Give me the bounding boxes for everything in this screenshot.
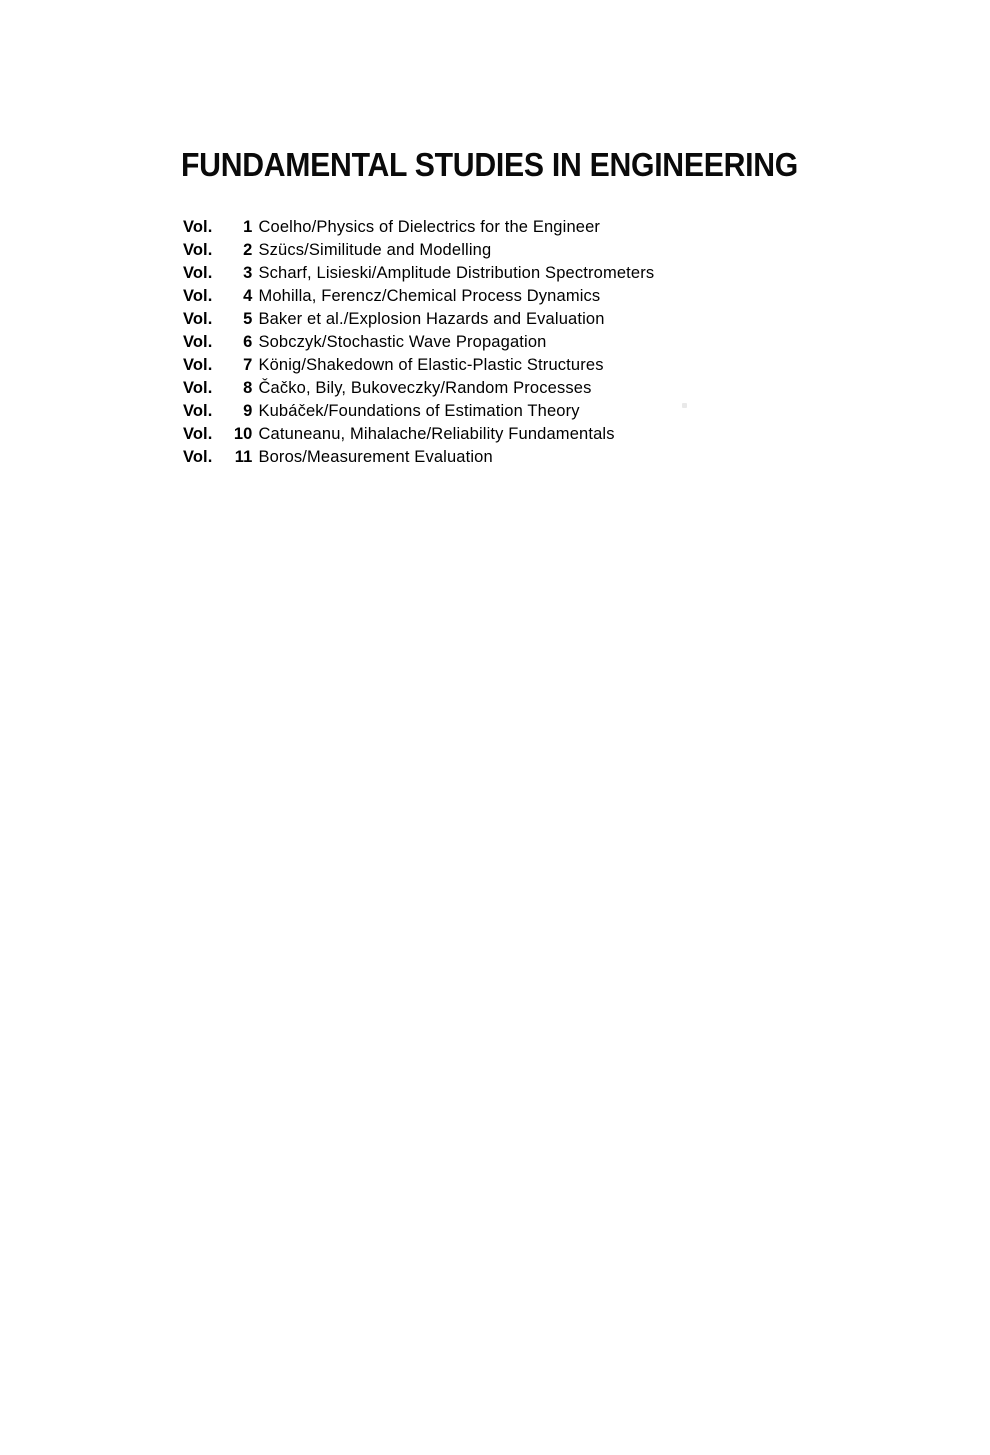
volume-label: Vol. <box>183 333 213 351</box>
volume-label: Vol. <box>183 241 213 259</box>
volume-label: Vol. <box>183 379 213 397</box>
volume-title: Sobczyk/Stochastic Wave Propagation <box>258 333 547 351</box>
volume-label: Vol. <box>183 356 213 374</box>
volume-label: Vol. <box>183 264 213 282</box>
volume-number: 1 <box>243 218 253 236</box>
volume-list-item <box>183 354 803 377</box>
volume-number: 10 <box>233 425 253 443</box>
volume-title: König/Shakedown of Elastic-Plastic Structures <box>258 356 604 374</box>
volume-title: Scharf, Lisieski/Amplitude Distribution Spectrometers <box>258 264 655 282</box>
volume-list-item <box>183 262 803 285</box>
volume-title: Coelho/Physics of Dielectrics for the Engineer <box>258 218 601 236</box>
volume-list-item <box>183 446 803 469</box>
volume-list-item <box>183 239 803 262</box>
volume-label: Vol. <box>183 287 213 305</box>
volume-title: Catuneanu, Mihalache/Reliability Fundamentals <box>258 425 615 443</box>
volume-title: Szücs/Similitude and Modelling <box>258 241 492 259</box>
series-title: FUNDAMENTAL STUDIES IN ENGINEERING <box>181 146 798 183</box>
volume-list-item <box>183 216 803 239</box>
volume-number: 4 <box>243 287 253 305</box>
volume-number: 7 <box>243 356 253 374</box>
volume-number: 11 <box>234 448 253 466</box>
volume-label: Vol. <box>183 402 213 420</box>
volume-list-item <box>183 285 803 308</box>
volume-label: Vol. <box>183 448 213 466</box>
scan-artifact-speck <box>682 403 687 408</box>
volume-list-item <box>183 377 803 400</box>
volume-title: Čačko, Bily, Bukoveczky/Random Processes <box>258 379 592 397</box>
volume-number: 8 <box>243 379 253 397</box>
volume-list-item <box>183 331 803 354</box>
volume-number: 3 <box>243 264 253 282</box>
volume-label: Vol. <box>183 218 213 236</box>
volume-list-item <box>183 400 803 423</box>
volume-title: Boros/Measurement Evaluation <box>258 448 493 466</box>
volume-number: 9 <box>243 402 253 420</box>
volume-title: Kubáček/Foundations of Estimation Theory <box>258 402 580 420</box>
volume-label: Vol. <box>183 425 213 443</box>
volume-number: 5 <box>243 310 253 328</box>
volume-number: 2 <box>243 241 253 259</box>
volume-list <box>183 216 803 469</box>
volume-title: Mohilla, Ferencz/Chemical Process Dynamics <box>258 287 601 305</box>
volume-title: Baker et al./Explosion Hazards and Evaluation <box>258 310 605 328</box>
volume-list-item <box>183 308 803 331</box>
volume-number: 6 <box>243 333 253 351</box>
volume-list-item <box>183 423 803 446</box>
volume-label: Vol. <box>183 310 213 328</box>
